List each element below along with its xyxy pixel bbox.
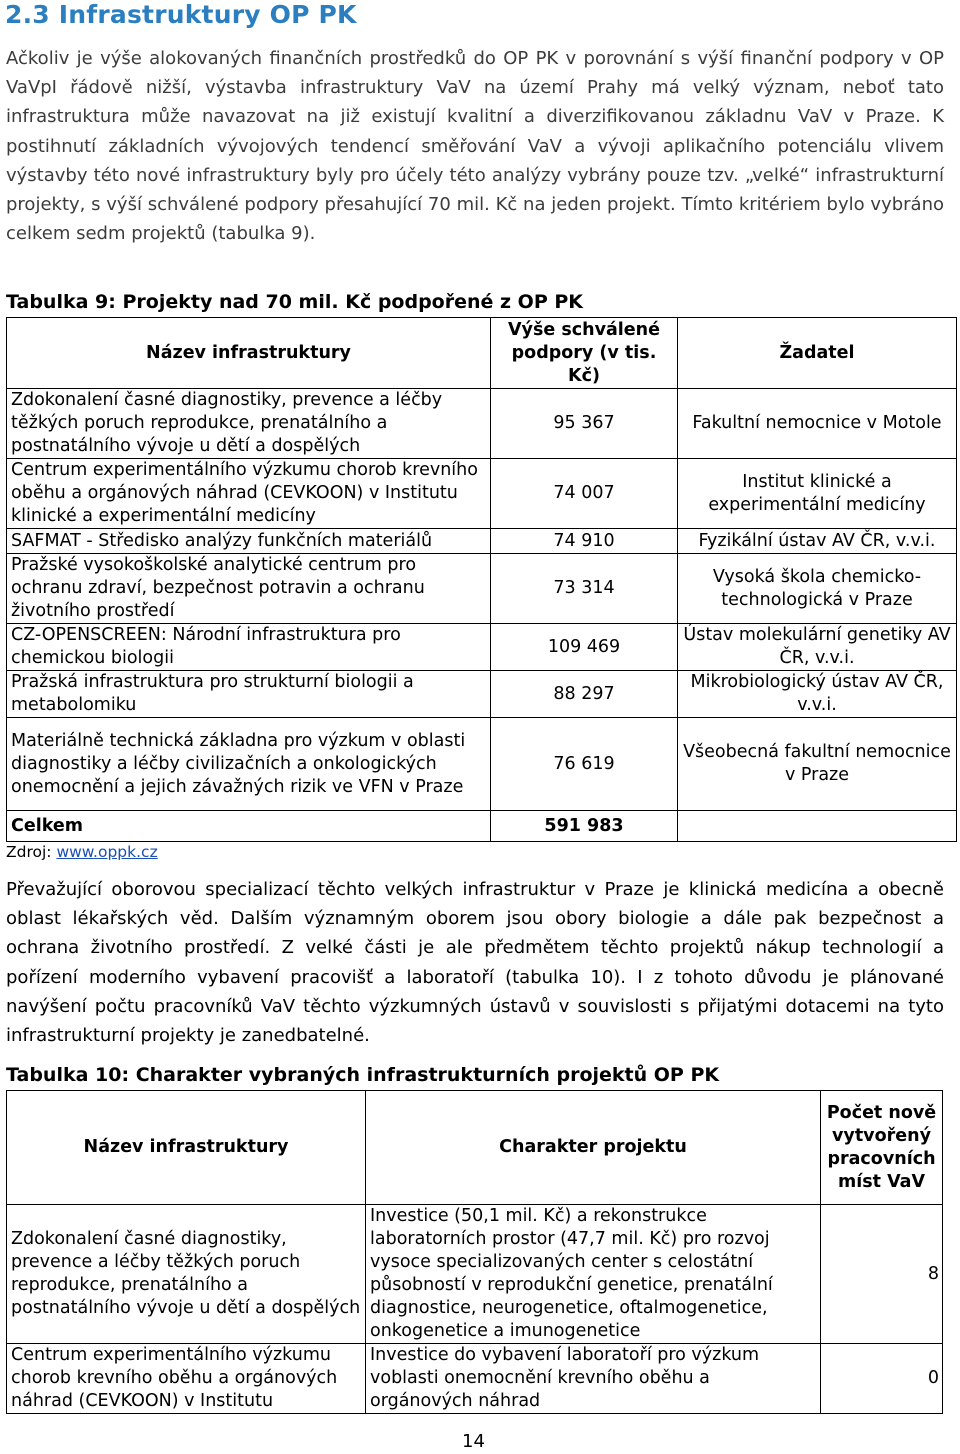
table-row <box>7 624 957 671</box>
support-value: 109 469 <box>491 624 678 671</box>
table-header-row <box>7 318 957 389</box>
support-value: 95 367 <box>491 389 678 459</box>
total-empty-cell <box>678 811 957 842</box>
column-header-name: Název infrastruktury <box>7 1091 366 1205</box>
project-character: Investice (50,1 mil. Kč) a rekonstrukce laboratorních prostor (47,7 mil. Kč) pro rozvoj vysoce specializovaných center s celostátní působností v reprodukční genetice, prenatální diagnostice, neurogenetice, oftalmogenetice, onkogenetice a imunogenetice <box>366 1205 821 1344</box>
column-header-character: Charakter projektu <box>366 1091 821 1205</box>
analysis-paragraph: Převažující oborovou specializací těchto velkých infrastruktur v Praze je klinická medicína a obecně oblast lékařských věd. Dalším významným oborem jsou obory biologie a dále pak bezpečnost a ochrana životního prostředí. Z velké části je ale předmětem těchto projektů nákup technologií a pořízení moderního vybavení pracovišť a laboratoří (tabulka 10). I z tohoto důvodu je plánované navýšení počtu pracovníků VaV těchto výzkumných ústavů v souvislosti s přijatými dotacemi na tyto infrastrukturní projekty je zanedbatelné. <box>6 879 944 1047</box>
support-value: 74 007 <box>491 459 678 529</box>
project-name: Pražské vysokoškolské analytické centrum pro ochranu zdraví, bezpečnost potravin a ochranu životního prostředí <box>7 554 491 624</box>
source-note <box>6 843 158 861</box>
column-header-name: Název infrastruktury <box>7 318 491 389</box>
project-name: Pražská infrastruktura pro strukturní biologii a metabolomiku <box>7 671 491 718</box>
table-header-row <box>7 1091 943 1205</box>
column-header-jobs: Počet nově vytvořený pracovních míst VaV <box>821 1091 943 1205</box>
total-value: 591 983 <box>491 811 678 842</box>
applicant: Institut klinické a experimentální medicíny <box>678 459 957 529</box>
support-value: 73 314 <box>491 554 678 624</box>
project-name: Materiálně technická základna pro výzkum v oblasti diagnostiky a léčby civilizačních a onkologických onemocnění a jejich závažných rizik ve VFN v Praze <box>7 718 491 811</box>
applicant: Vysoká škola chemicko-technologická v Praze <box>678 554 957 624</box>
project-name: SAFMAT - Středisko analýzy funkčních materiálů <box>7 529 491 554</box>
table9-caption: Tabulka 9: Projekty nad 70 mil. Kč podpořené z OP PK <box>6 291 584 313</box>
applicant: Mikrobiologický ústav AV ČR, v.v.i. <box>678 671 957 718</box>
source-label: Zdroj: <box>6 843 52 861</box>
table-row <box>7 459 957 529</box>
table-row <box>7 718 957 811</box>
support-value: 88 297 <box>491 671 678 718</box>
table-row <box>7 554 957 624</box>
column-header-value: Výše schválené podpory (v tis. Kč) <box>491 318 678 389</box>
new-jobs-count: 0 <box>821 1344 943 1414</box>
table9 <box>6 317 957 842</box>
applicant: Fyzikální ústav AV ČR, v.v.i. <box>678 529 957 554</box>
table10 <box>6 1090 943 1414</box>
total-row <box>7 811 957 842</box>
total-label: Celkem <box>7 811 491 842</box>
project-name: Zdokonalení časné diagnostiky, prevence a léčby těžkých poruch reprodukce, prenatálního a postnatálního vývoje u dětí a dospělých <box>7 389 491 459</box>
table-row <box>7 1205 943 1344</box>
support-value: 76 619 <box>491 718 678 811</box>
project-name: Zdokonalení časné diagnostiky, prevence a léčby těžkých poruch reprodukce, prenatálního a postnatálního vývoje u dětí a dospělých <box>7 1205 366 1344</box>
table-row <box>7 389 957 459</box>
project-name: Centrum experimentálního výzkumu chorob krevního oběhu a orgánových náhrad (CEVKOON) v Institutu klinické a experimentální medicíny <box>7 459 491 529</box>
applicant: Ústav molekulární genetiky AV ČR, v.v.i. <box>678 624 957 671</box>
project-name: Centrum experimentálního výzkumu chorob krevního oběhu a orgánových náhrad (CEVKOON) v Institutu <box>7 1344 366 1414</box>
table-row <box>7 529 957 554</box>
table-row <box>7 1344 943 1414</box>
project-name: CZ-OPENSCREEN: Národní infrastruktura pro chemickou biologii <box>7 624 491 671</box>
table10-caption: Tabulka 10: Charakter vybraných infrastrukturních projektů OP PK <box>6 1064 720 1086</box>
project-character: Investice do vybavení laboratoří pro výzkum voblasti onemocnění krevního oběhu a orgánových náhrad <box>366 1344 821 1414</box>
new-jobs-count: 8 <box>821 1205 943 1344</box>
source-link[interactable]: www.oppk.cz <box>56 843 158 861</box>
column-header-applicant: Žadatel <box>678 318 957 389</box>
applicant: Fakultní nemocnice v Motole <box>678 389 957 459</box>
section-heading: 2.3 Infrastruktury OP PK <box>5 0 357 29</box>
applicant: Všeobecná fakultní nemocnice v Praze <box>678 718 957 811</box>
page-number: 14 <box>462 1431 485 1452</box>
support-value: 74 910 <box>491 529 678 554</box>
intro-paragraph: Ačkoliv je výše alokovaných finančních prostředků do OP PK v porovnání s výší finanční podpory v OP VaVpI řádově nižší, výstavba infrastruktury VaV na území Prahy má velký význam, neboť tato infrastruktura může navazovat na již existují kvalitní a diverzifikovanou základnu VaV v Praze. K postihnutí základních vývojových tendencí směřování VaV a vývoji aplikačního potenciálu vlivem výstavby této nové infrastruktury byly pro účely této analýzy vybrány pouze tzv. „velké“ infrastrukturní projekty, s výší schválené podpory přesahující 70 mil. Kč na jeden projekt. Tímto kritériem bylo vybráno celkem sedm projektů (tabulka 9). <box>6 48 944 245</box>
table-row <box>7 671 957 718</box>
